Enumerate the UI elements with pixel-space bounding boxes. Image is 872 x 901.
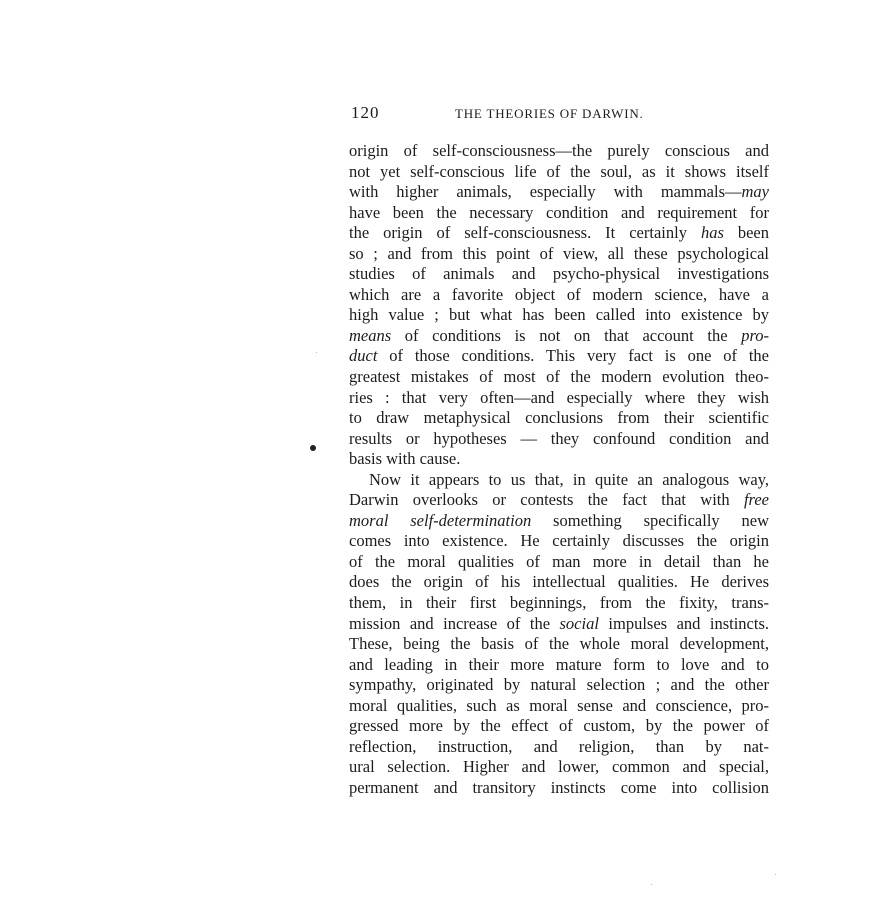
text-run: Now it appears to us that, in quite an analogous way,	[369, 469, 769, 489]
text-line	[349, 737, 769, 758]
page-number: 120	[351, 103, 380, 122]
text-run: sympathy, originated by natural selection ; and the other	[349, 675, 769, 695]
text-run: of conditions is not on that account the	[391, 325, 742, 345]
text-run: them, in their first beginnings, from the fixity, trans-	[349, 593, 769, 613]
text-run: studies of animals and psycho-physical investigations	[349, 264, 769, 284]
italic-text: pro-	[741, 325, 769, 345]
text-run: basis with cause.	[349, 449, 461, 469]
text-run: mission and increase of the	[349, 613, 560, 633]
text-line	[349, 182, 769, 203]
text-line	[349, 511, 769, 532]
margin-ink-dot	[310, 445, 316, 451]
text-line	[349, 449, 769, 470]
text-line	[349, 531, 769, 552]
italic-text: means	[349, 325, 392, 345]
text-line	[349, 264, 769, 285]
text-line	[349, 223, 769, 244]
text-run: ries : that very often—and especially where they wish	[349, 387, 769, 407]
text-run: and leading in their more mature form to love and to	[349, 654, 769, 674]
text-run: not yet self-conscious life of the soul, as it shows itself	[349, 161, 769, 181]
text-line	[349, 141, 769, 162]
text-run: high value ; but what has been called into existence by	[349, 305, 769, 325]
text-run: the origin of self-consciousness. It certainly	[349, 223, 701, 243]
running-head	[351, 103, 771, 125]
italic-text: may	[741, 182, 769, 202]
text-line	[349, 757, 769, 778]
text-run: have been the necessary condition and requirement for	[349, 202, 769, 222]
text-line	[349, 162, 769, 183]
paper-speck	[651, 884, 652, 885]
text-line	[349, 408, 769, 429]
text-run: ural selection. Higher and lower, common and special,	[349, 757, 769, 777]
running-title: THE THEORIES OF DARWIN.	[455, 106, 644, 121]
text-run: origin of self-consciousness—the purely conscious and	[349, 141, 769, 160]
text-run: of the moral qualities of man more in detail than he	[349, 551, 769, 571]
text-run: been	[723, 223, 769, 243]
paper-speck	[775, 874, 776, 875]
italic-text: has	[700, 223, 724, 243]
text-run: gressed more by the effect of custom, by the power of	[349, 716, 769, 736]
text-run: does the origin of his intellectual qualities. He derives	[349, 572, 769, 592]
text-run: with higher animals, especially with mammals—	[349, 182, 742, 202]
text-run: reflection, instruction, and religion, than by nat-	[349, 736, 769, 756]
text-line	[349, 572, 769, 593]
text-run: comes into existence. He certainly discusses the origin	[349, 531, 769, 551]
text-run: so ; and from this point of view, all these psychological	[349, 243, 769, 263]
text-run: of those conditions. This very fact is one of the	[377, 346, 769, 366]
text-line	[349, 285, 769, 306]
text-line	[349, 716, 769, 737]
text-line	[349, 490, 769, 511]
text-line	[349, 367, 769, 388]
italic-text: free	[743, 490, 769, 510]
italic-text: duct	[349, 346, 378, 366]
text-line	[349, 552, 769, 573]
text-line	[349, 655, 769, 676]
text-line	[349, 634, 769, 655]
text-line	[349, 244, 769, 265]
text-line	[349, 593, 769, 614]
text-run: impulses and instincts.	[598, 613, 769, 633]
text-run: Darwin overlooks or contests the fact that with	[349, 490, 744, 510]
text-run: results or hypotheses — they confound condition and	[349, 428, 769, 448]
paper-speck	[316, 352, 317, 353]
text-run: something specifically new	[531, 510, 769, 530]
text-line	[349, 203, 769, 224]
text-line	[349, 696, 769, 717]
text-run: greatest mistakes of most of the modern evolution theo-	[349, 367, 769, 387]
text-line	[349, 675, 769, 696]
text-run: which are a favorite object of modern science, have a	[349, 284, 769, 304]
text-run: moral qualities, such as moral sense and conscience, pro-	[349, 695, 769, 715]
text-line	[349, 305, 769, 326]
text-run: permanent and transitory instincts come into collision	[349, 777, 769, 797]
text-run: These, being the basis of the whole moral development,	[349, 634, 769, 654]
body-text	[349, 141, 769, 799]
text-line	[349, 778, 769, 799]
text-line	[349, 470, 769, 491]
italic-text: social	[559, 613, 599, 633]
text-line	[349, 614, 769, 635]
text-line	[349, 326, 769, 347]
text-run: to draw metaphysical conclusions from their scientific	[349, 408, 769, 428]
text-line	[349, 429, 769, 450]
italic-text: moral self-determination	[349, 510, 532, 530]
text-line	[349, 388, 769, 409]
text-line	[349, 346, 769, 367]
